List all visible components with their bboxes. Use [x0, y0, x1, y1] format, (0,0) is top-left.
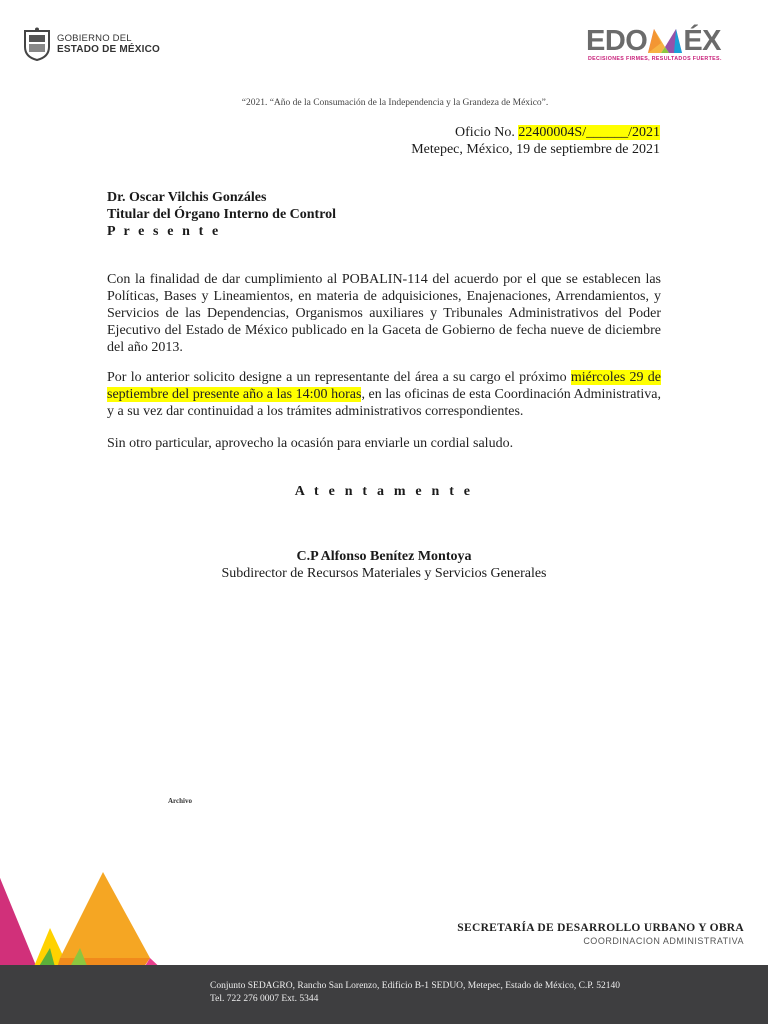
oficio-number: 22400004S/______/2021	[518, 125, 660, 140]
edomex-left: EDO	[586, 25, 648, 57]
presente: P r e s e n t e	[107, 224, 221, 239]
edomex-tagline: DECISIONES FIRMES, RESULTADOS FUERTES.	[588, 56, 722, 62]
addressee-title: Titular del Órgano Interno de Control	[107, 207, 337, 222]
p2-end: , en las oficinas de esta Coordinación Administrativa, y a su vez dar continuidad a los trámites administrativos correspondientes.	[107, 387, 661, 419]
signer-name: C.P Alfonso Benítez Montoya	[296, 549, 472, 564]
footer-line1: Conjunto SEDAGRO, Rancho San Lorenzo, Edificio B-1 SEDUO, Metepec, Estado de México, C.P. 52140	[210, 981, 621, 991]
archive-note: Archivo	[168, 797, 192, 805]
state-seal-icon	[22, 27, 52, 61]
p2-highlight: miércoles 29 de septiembre del presente año a las 14:00 horas	[107, 370, 661, 402]
footer-line2: Tel. 722 276 0007 Ext. 5344	[210, 994, 319, 1004]
signer-title: Subdirector de Recursos Materiales y Servicios Generales	[221, 566, 547, 581]
gob-line1: GOBIERNO DEL	[57, 33, 132, 44]
addressee-name: Dr. Oscar Vilchis Gonzáles	[107, 190, 267, 205]
oficio-block	[411, 124, 660, 158]
edomex-right: ÉX	[683, 25, 722, 57]
oficio-number-line	[411, 124, 660, 141]
body-paragraph-2	[107, 369, 661, 420]
secretaria-sub: COORDINACION ADMINISTRATIVA	[583, 936, 744, 946]
secretaria-block	[457, 922, 744, 946]
closing: A t e n t a m e n t e	[294, 484, 474, 499]
signer-block	[0, 548, 768, 582]
p2-start: Por lo anterior solicito designe a un representante del área a su cargo el próximo	[107, 370, 571, 385]
gob-line2: ESTADO DE MÉXICO	[57, 44, 161, 55]
body-paragraph-3: Sin otro particular, aprovecho la ocasión para enviarle un cordial saludo.	[107, 436, 514, 451]
edomex-m-icon	[648, 29, 682, 53]
oficio-label: Oficio No.	[455, 125, 519, 140]
body-paragraph-1: Con la finalidad de dar cumplimiento al POBALIN-114 del acuerdo por el que se establecen las Políticas, Bases y Lineamientos, en materia de adquisiciones, Enajenaciones, Arrendamientos, y Servicios de las Dependencias, Organismos auxiliares y Tribunales Administrativos del Poder Ejecutivo del Estado de México publicado en la Gaceta de Gobierno de fecha nueve de diciembre del año 2013.	[107, 272, 661, 355]
secretaria-title: SECRETARÍA DE DESARROLLO URBANO Y OBRA	[457, 922, 744, 934]
motto-text: “2021. “Año de la Consumación de la Independencia y la Grandeza de México”.	[241, 98, 549, 108]
footer-address	[210, 980, 620, 1006]
edomex-logo	[586, 26, 748, 62]
gobierno-logo	[22, 27, 160, 61]
addressee-block	[107, 189, 336, 240]
place-date: Metepec, México, 19 de septiembre de 2021	[411, 142, 660, 157]
annual-motto	[0, 98, 768, 108]
